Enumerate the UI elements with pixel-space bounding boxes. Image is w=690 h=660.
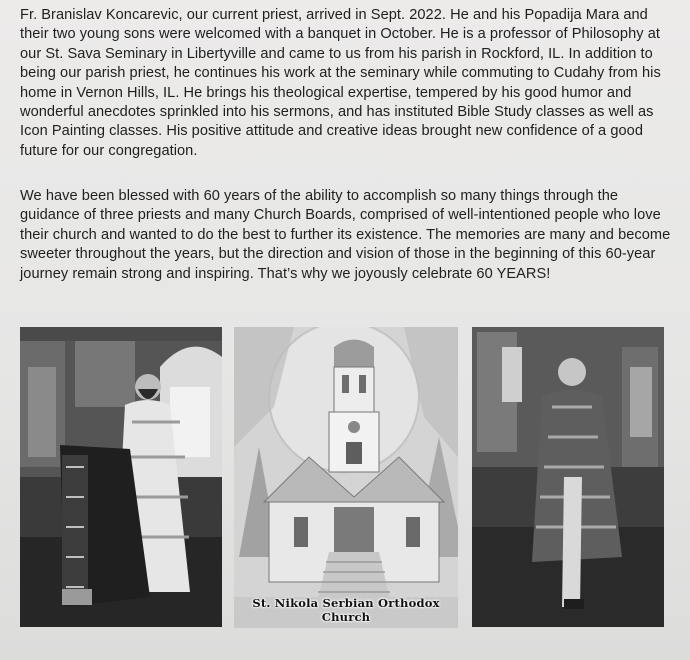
photo-priest-speaking <box>472 327 664 627</box>
paragraph-sixty-years: We have been blessed with 60 years of the ability to accomplish so many things through the guidance of three priests and many Church Boards, comprised of well-intentioned people who love their church and wanted to do the best to further its existence. The memories are many and become sweeter throughout the years, but the direction and vision of those in the beginning of this 60-year journey remain strong and inspiring. That’s why we joyously celebrate 60 YEARS! <box>20 188 671 282</box>
photo-priest-at-lectern <box>20 327 222 627</box>
paragraph-current-priest: Fr. Branislav Koncarevic, our current priest, arrived in Sept. 2022. He and his Popadija Mara and their two young sons were welcomed with a banquet in October. He is a professor of Philosophy at our St. Sava Seminary in Libertyville and came to us from his parish in Rockford, IL. In addition to being our parish priest, he continues his work at the seminary while commuting to Cudahy from his home in Vernon Hills, IL. He brings his theological expertise, tempered by his good humor and wonderful anecdotes sprinkled into his sermons, and has instituted Bible Study classes as well as Icon Painting classes. His positive attitude and creative ideas brought new confidence of a good future for our congregation. <box>20 7 661 159</box>
church-caption: St. Nikola Serbian Orthodox Church <box>252 596 440 624</box>
photo-church-building <box>234 327 458 628</box>
